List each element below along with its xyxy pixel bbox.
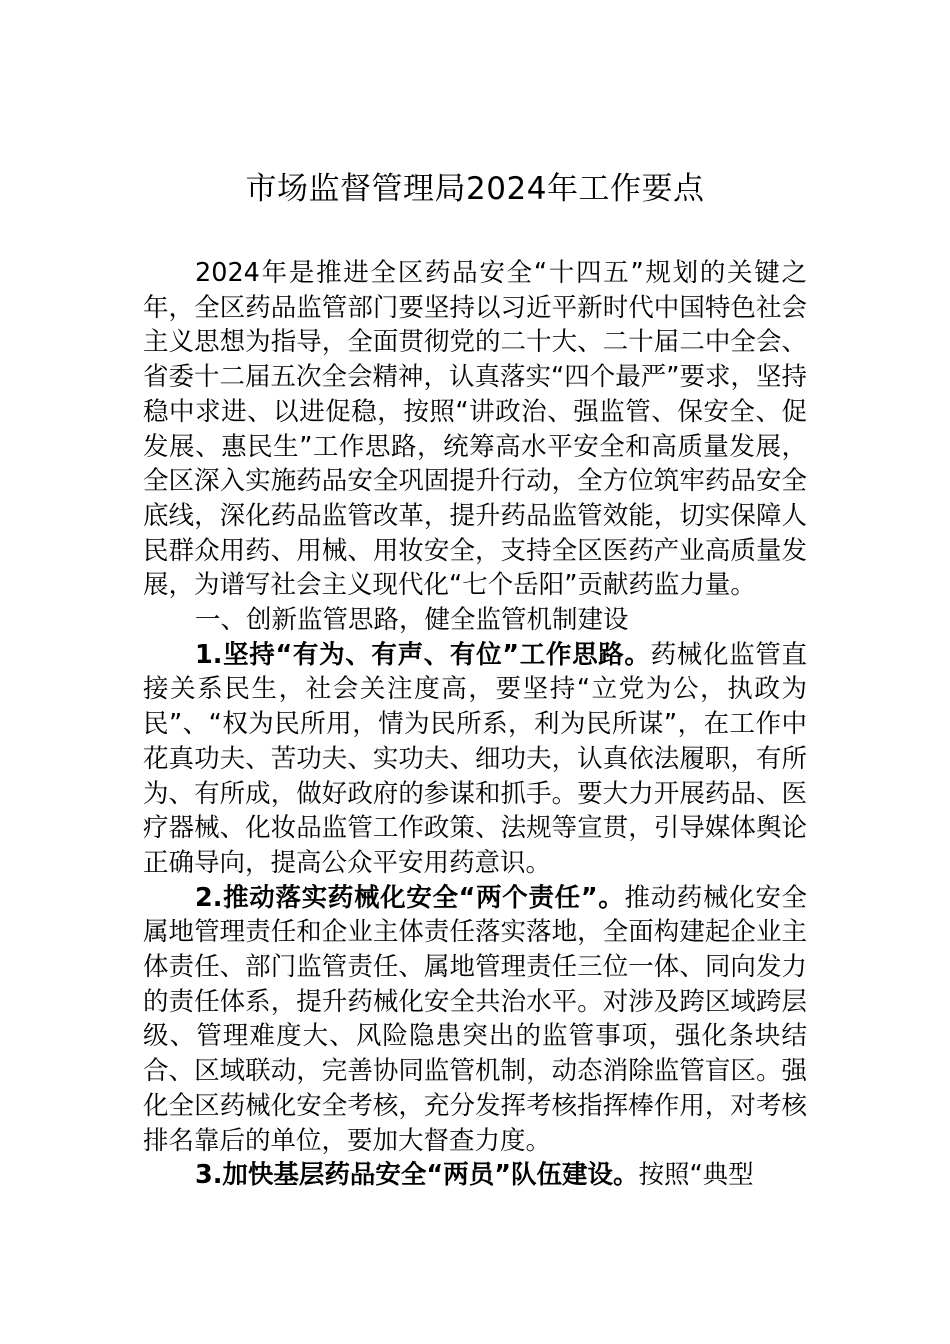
- document-title: 市场监督管理局2024年工作要点: [245, 171, 705, 207]
- item-2-paragraph: [143, 881, 807, 1159]
- item-1-paragraph: [143, 638, 807, 881]
- item-3-text: 按照“典型: [638, 1160, 754, 1191]
- item-3-paragraph: [143, 1158, 807, 1193]
- intro-paragraph: 2024年是推进全区药品安全“十四五”规划的关键之年，全区药品监管部门要坚持以习近平新时代中国特色社会主义思想为指导，全面贯彻党的二十大、二十届二中全会、省委十二届五次全会精神，认真落实“四个最严”要求，坚持稳中求进、以进促稳，按照“讲政治、强监管、保安全、促发展、惠民生”工作思路，统筹高水平安全和高质量发展，全区深入实施药品安全巩固提升行动，全方位筑牢药品安全底线，深化药品监管改革，提升药品监管效能，切实保障人民群众用药、用械、用妆安全，支持全区医药产业高质量发展，为谱写社会主义现代化“七个岳阳”贡献药监力量。: [143, 258, 807, 601]
- document-body: [143, 256, 807, 1193]
- item-3-lead: 3.加快基层药品安全“两员”队伍建设。: [195, 1160, 639, 1191]
- section-heading: 一、创新监管思路，健全监管机制建设: [195, 605, 629, 636]
- item-1-text: 药械化监管直接关系民生，社会关注度高，要坚持“立党为公，执政为民”、“权为民所用，情为民所系，利为民所谋”，在工作中花真功夫、苦功夫、实功夫、细功夫，认真依法履职，有所为、有所成，做好政府的参谋和抓手。要大力开展药品、医疗器械、化妆品监管工作政策、法规等宣贯，引导媒体舆论正确导向，提高公众平安用药意识。: [143, 639, 807, 878]
- item-2-text: 推动药械化安全属地管理责任和企业主体责任落实落地，全面构建起企业主体责任、部门监管责任、属地管理责任三位一体、同向发力的责任体系，提升药械化安全共治水平。对涉及跨区域跨层级、管理难度大、风险隐患突出的监管事项，强化条块结合、区域联动，完善协同监管机制，动态消除监管盲区。强化全区药械化安全考核，充分发挥考核指挥棒作用，对考核排名靠后的单位，要加大督查力度。: [143, 882, 807, 1156]
- item-2-lead: 2.推动落实药械化安全“两个责任”。: [195, 882, 625, 913]
- item-1-lead: 1.坚持“有为、有声、有位”工作思路。: [195, 639, 651, 670]
